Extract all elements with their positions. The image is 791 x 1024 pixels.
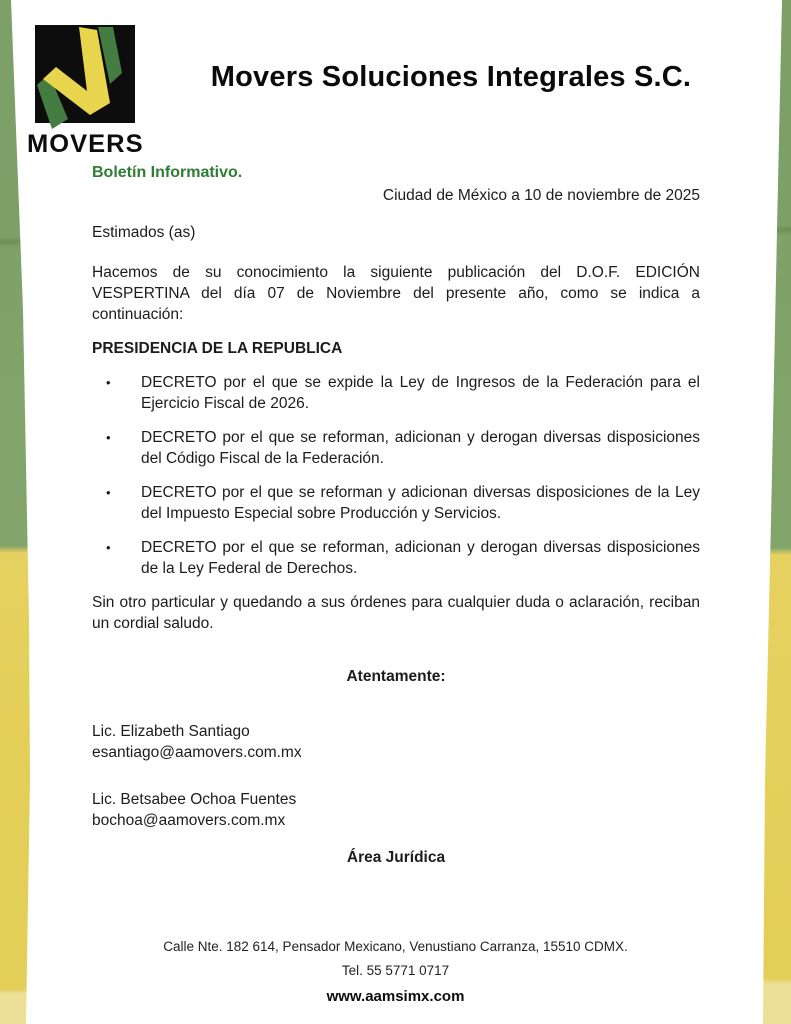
salutation: Estimados (as) (92, 224, 196, 241)
intro-paragraph: Hacemos de su conocimiento la siguiente publicación del D.O.F. EDICIÓN VESPERTINA del día 07 de Noviembre del presente año, como se indica a continuación: (92, 264, 700, 323)
bullet-icon: • (106, 540, 111, 555)
company-logo (27, 23, 151, 158)
contact-card (92, 789, 700, 831)
page-title: Movers Soluciones Integrales S.C. (210, 61, 692, 93)
list-item (92, 482, 700, 524)
contact-email-link[interactable]: bochoa@aamovers.com.mx (92, 812, 286, 829)
closing-paragraph: Sin otro particular y quedando a sus órdenes para cualquier duda o aclaración, reciban un cordial saludo. (92, 594, 700, 632)
decree-text: DECRETO por el que se reforman y adicionan diversas disposiciones de la Ley del Impuesto Especial sobre Producción y Servicios. (141, 484, 700, 522)
right-stripe (763, 0, 791, 1024)
list-item (92, 427, 700, 469)
footer-address: Calle Nte. 182 614, Pensador Mexicano, Venustiano Carranza, 15510 CDMX. (163, 939, 628, 954)
date-line: Ciudad de México a 10 de noviembre de 2025 (382, 187, 700, 204)
decree-text: DECRETO por el que se reforman, adicionan y derogan diversas disposiciones del Código Fiscal de la Federación. (141, 429, 700, 467)
decree-list (92, 372, 700, 579)
bulletin-label: Boletín Informativo. (92, 164, 243, 181)
movers-logo-icon (33, 23, 139, 131)
list-item (92, 537, 700, 579)
footer (0, 938, 791, 1006)
footer-phone: Tel. 55 5771 0717 (341, 963, 450, 978)
contact-name: Lic. Elizabeth Santiago (92, 723, 250, 740)
section-heading: PRESIDENCIA DE LA REPUBLICA (92, 340, 343, 357)
contact-name: Lic. Betsabee Ochoa Fuentes (92, 791, 297, 808)
letter-body (92, 163, 700, 868)
header (27, 23, 751, 158)
department-label: Área Jurídica (346, 849, 446, 866)
bullet-icon: • (106, 485, 111, 500)
decree-text: DECRETO por el que se reforman, adicionan y derogan diversas disposiciones de la Ley Federal de Derechos. (141, 539, 700, 577)
footer-website-link[interactable]: www.aamsimx.com (326, 988, 465, 1005)
logo-wordmark: MOVERS (27, 130, 144, 158)
contact-email-link[interactable]: esantiago@aamovers.com.mx (92, 744, 302, 761)
list-item (92, 372, 700, 414)
bullet-icon: • (106, 430, 111, 445)
signoff: Atentamente: (346, 668, 446, 685)
contact-card (92, 721, 700, 763)
bullet-icon: • (106, 375, 111, 390)
left-stripe (0, 0, 30, 1024)
decree-text: DECRETO por el que se expide la Ley de Ingresos de la Federación para el Ejercicio Fiscal de 2026. (141, 374, 700, 412)
